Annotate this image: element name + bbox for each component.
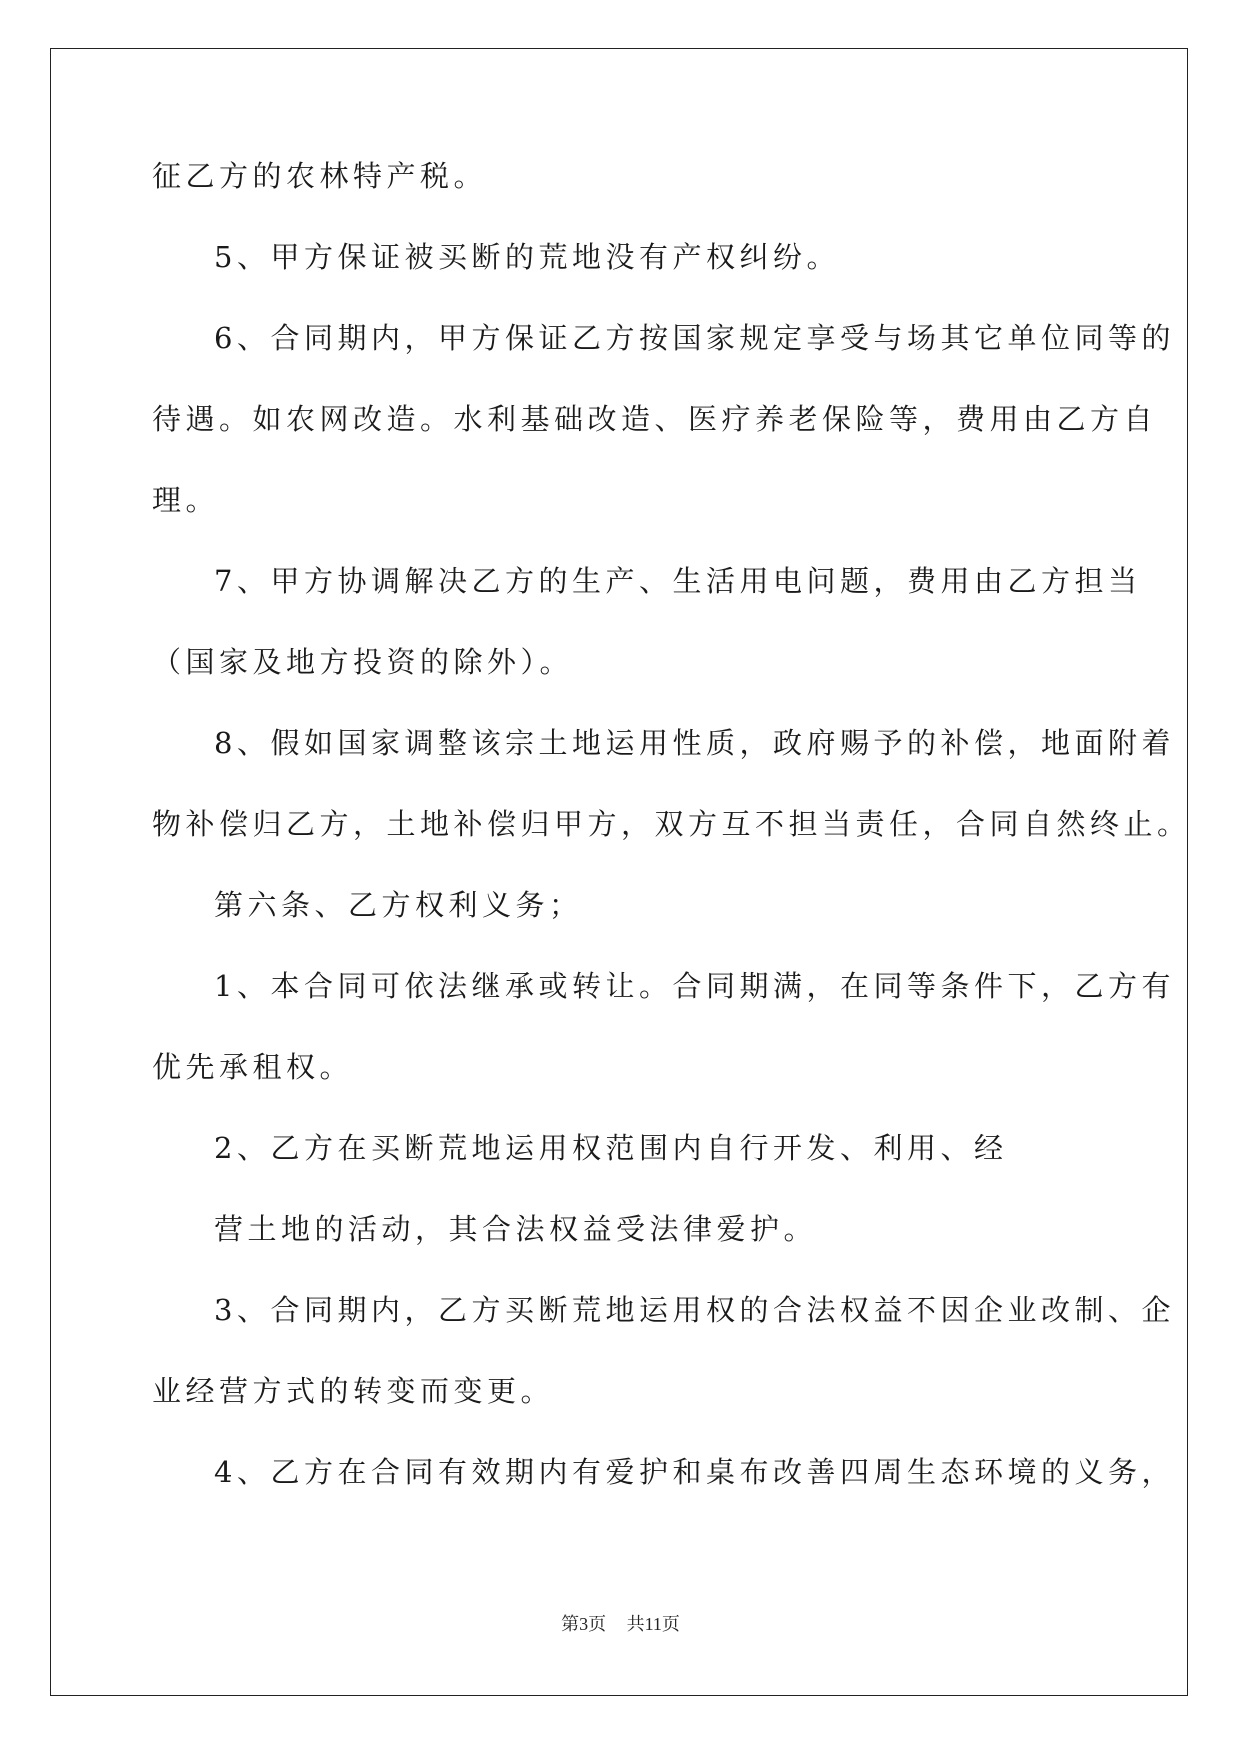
text-line: 5、甲方保证被买断的荒地没有产权纠纷。 bbox=[214, 240, 840, 274]
page-number: 第3页 bbox=[561, 1614, 607, 1634]
page-footer bbox=[0, 1610, 1241, 1636]
text-line: 征乙方的农林特产税。 bbox=[152, 159, 488, 193]
text-line: 理。 bbox=[152, 483, 220, 517]
text-line: 8、假如国家调整该宗土地运用性质，政府赐予的补偿，地面附着 bbox=[214, 726, 1175, 760]
text-line: 4、乙方在合同有效期内有爱护和桌布改善四周生态环境的义务， bbox=[214, 1455, 1175, 1489]
text-line: 业经营方式的转变而变更。 bbox=[152, 1374, 555, 1408]
text-line: 营土地的活动，其合法权益受法律爱护。 bbox=[214, 1212, 818, 1246]
text-line: （国家及地方投资的除外）。 bbox=[152, 645, 574, 679]
page-border bbox=[50, 48, 1188, 1696]
text-line: 3、合同期内，乙方买断荒地运用权的合法权益不因企业改制、企 bbox=[214, 1293, 1175, 1327]
text-line: 优先承租权。 bbox=[152, 1050, 354, 1084]
text-line: 物补偿归乙方，土地补偿归甲方，双方互不担当责任，合同自然终止。 bbox=[152, 807, 1191, 841]
text-line: 7、甲方协调解决乙方的生产、生活用电问题，费用由乙方担当 bbox=[214, 564, 1142, 598]
text-line: 待遇。如农网改造。水利基础改造、医疗养老保险等，费用由乙方自 bbox=[152, 402, 1158, 436]
section-heading: 第六条、乙方权利义务； bbox=[214, 888, 583, 922]
text-line: 6、合同期内，甲方保证乙方按国家规定享受与场其它单位同等的 bbox=[214, 321, 1175, 355]
page-total: 共11页 bbox=[626, 1614, 680, 1634]
text-line: 1、本合同可依法继承或转让。合同期满，在同等条件下，乙方有 bbox=[214, 969, 1175, 1003]
text-line: 2、乙方在买断荒地运用权范围内自行开发、利用、经 bbox=[214, 1131, 1008, 1165]
